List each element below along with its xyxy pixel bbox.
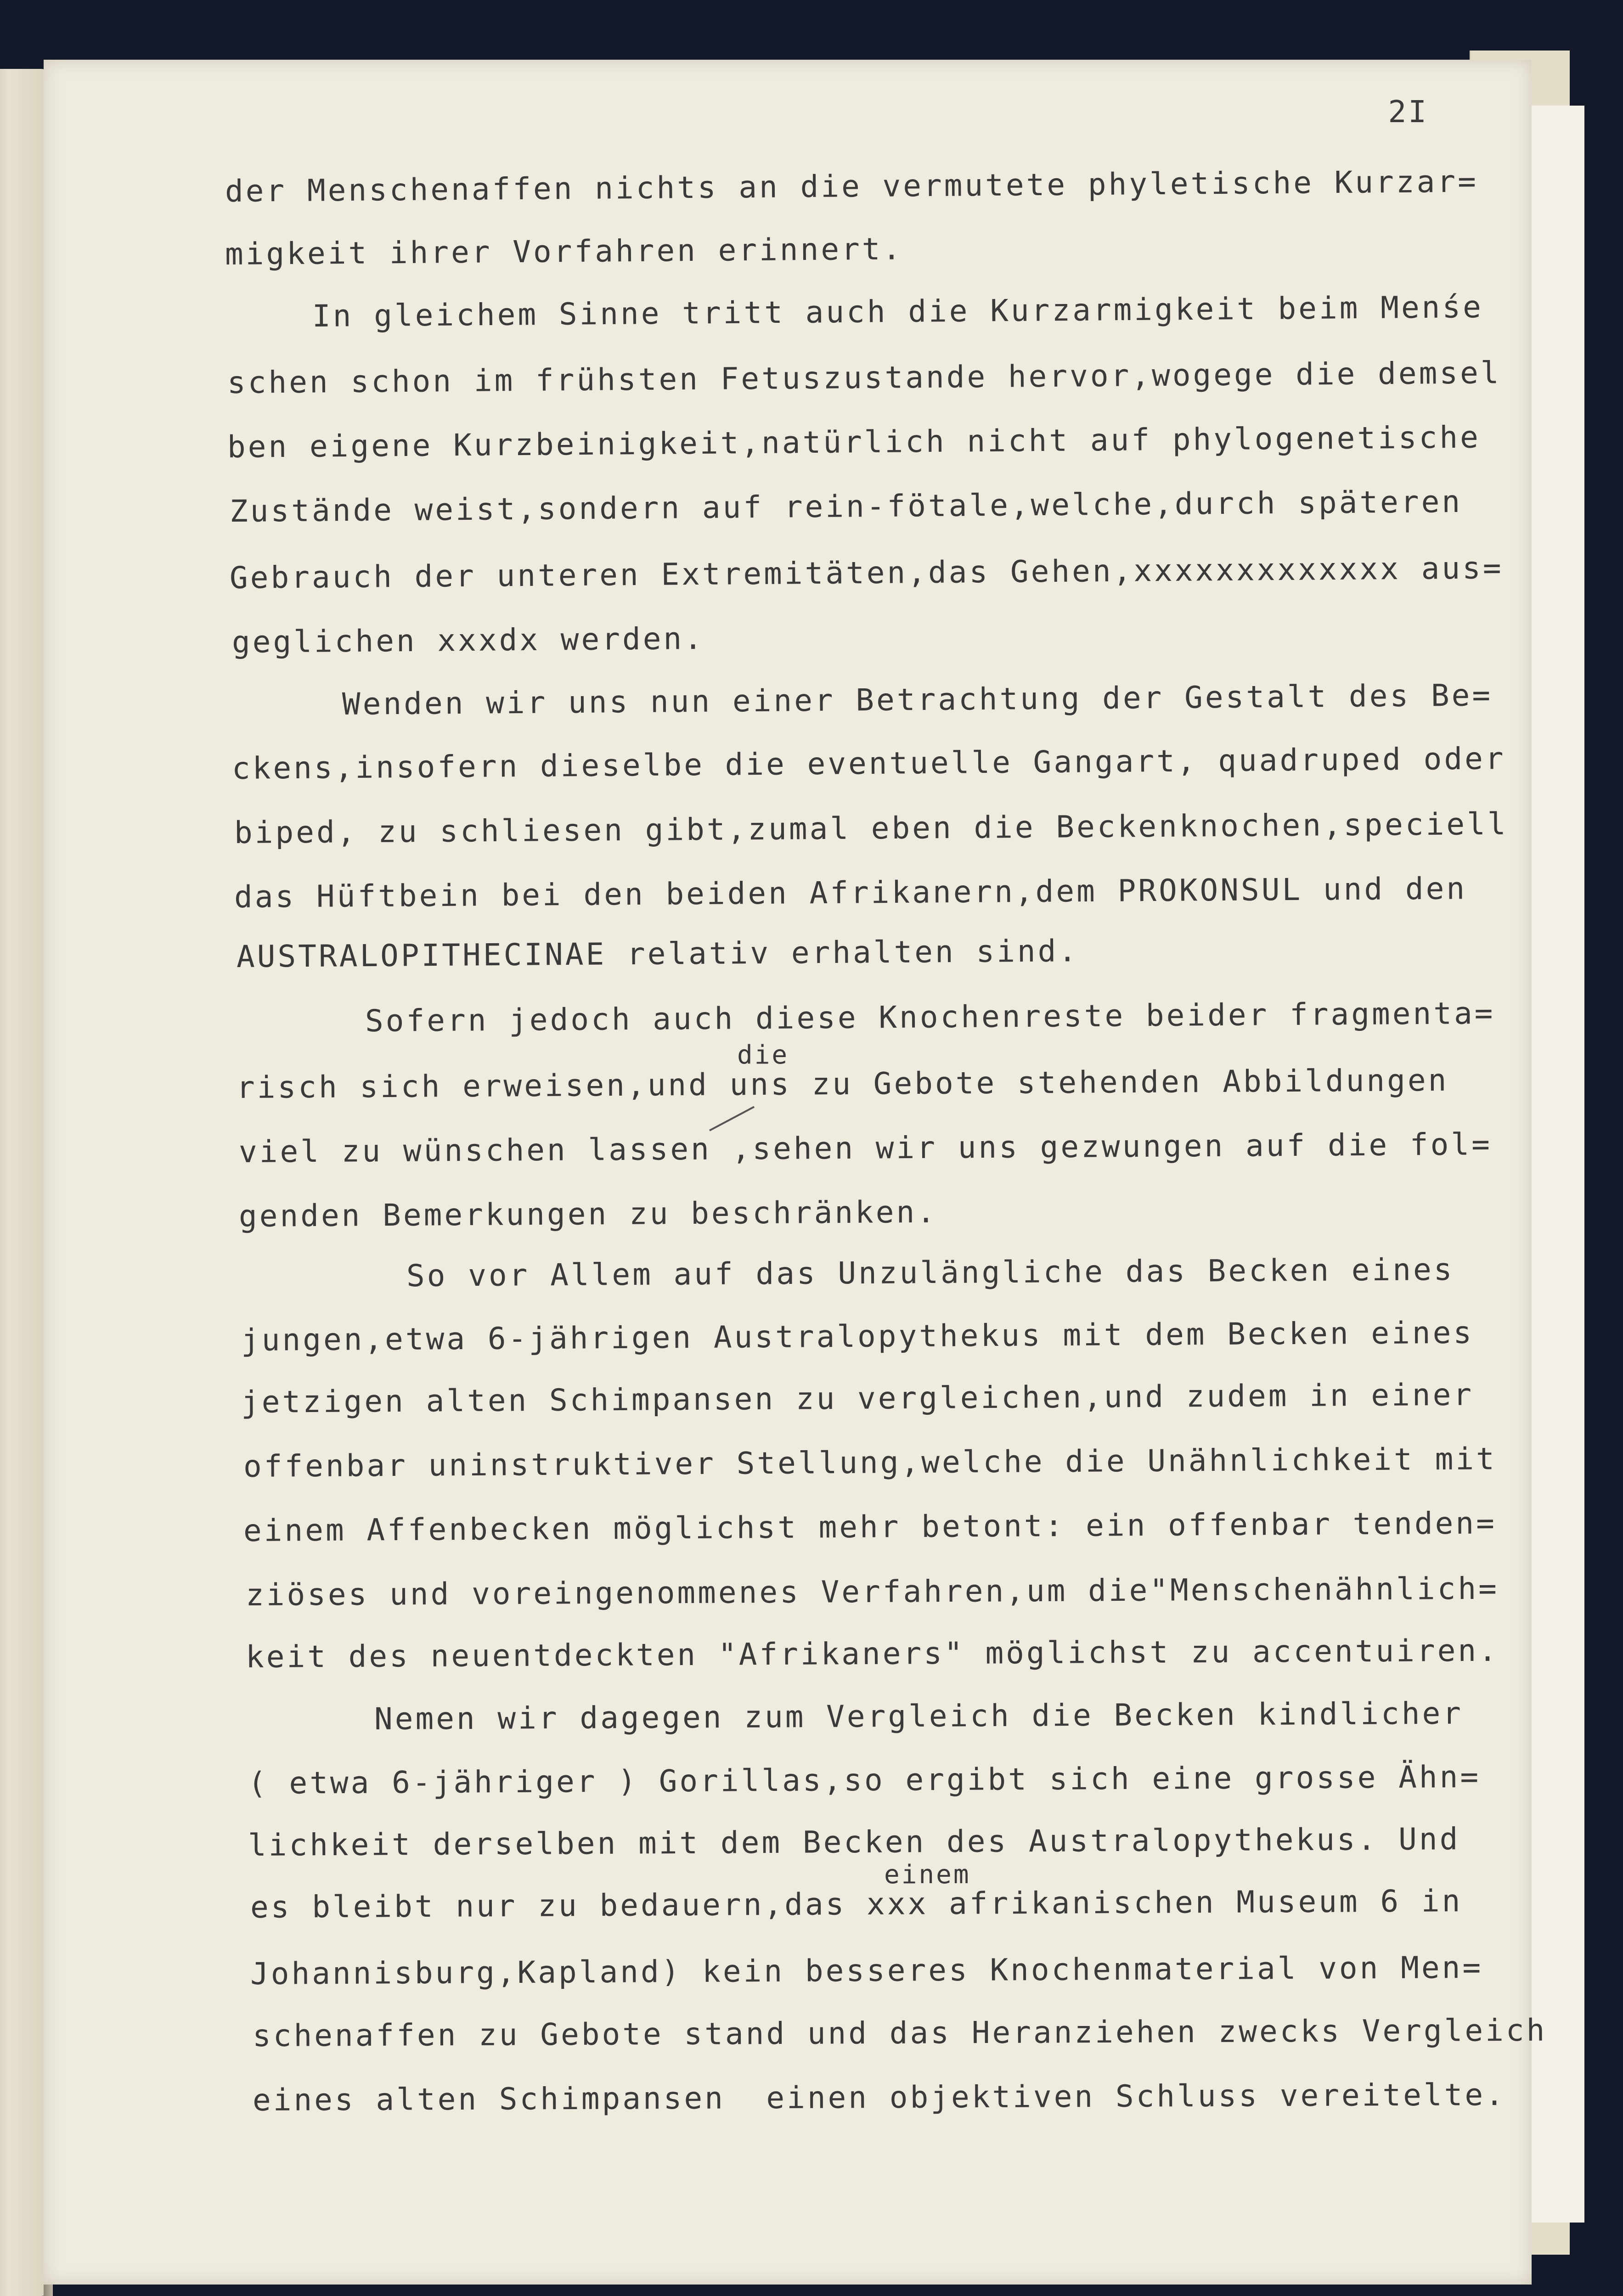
text-line: ( etwa 6-jähriger ) Gorillas,so ergibt sich eine grosse Ähn= bbox=[248, 1759, 1481, 1801]
text-line: keit des neuentdeckten "Afrikaners" möglichst zu accentuiren. bbox=[245, 1632, 1499, 1675]
text-line: ckens,insofern dieselbe die eventuelle Gangart, quadruped oder bbox=[231, 741, 1506, 786]
text-line: geglichen xxxdx werden. bbox=[231, 620, 705, 660]
text-line: eines alten Schimpansen einen objektiven Schluss vereitelte. bbox=[252, 2077, 1506, 2118]
text-line: jetzigen alten Schimpansen zu vergleichen,und zudem in einer bbox=[241, 1377, 1474, 1420]
text-line: So vor Allem auf das Unzulängliche das Becken eines bbox=[406, 1252, 1454, 1294]
insertion-die: die bbox=[737, 1040, 789, 1070]
text-line: AUSTRALOPITHECINAE relativ erhalten sind. bbox=[236, 933, 1079, 974]
text-line: genden Bemerkungen zu beschränken. bbox=[238, 1194, 938, 1234]
text-line: biped, zu schliesen gibt,zumal eben die Beckenknochen,speciell bbox=[234, 806, 1508, 850]
text-line: In gleichem Sinne tritt auch die Kurzarmigkeit beim Menśe bbox=[312, 289, 1484, 334]
text-line: lichkeit derselben mit dem Becken des Australopythekus. Und bbox=[248, 1821, 1460, 1863]
text-line: migkeit ihrer Vorfahren erinnert. bbox=[225, 231, 903, 272]
text-line: Wenden wir uns nun einer Betrachtung der Gestalt des Be= bbox=[342, 677, 1493, 722]
insertion-einem: einem bbox=[884, 1860, 971, 1890]
text-line: der Menschenaffen nichts an die vermutete phyletische Kurzar= bbox=[225, 163, 1479, 209]
text-line: Sofern jedoch auch diese Knochenreste beider fragmenta= bbox=[365, 995, 1495, 1039]
text-line: Zustände weist,sondern auf rein-fötale,welche,durch späteren bbox=[229, 484, 1463, 529]
text-line: es bleibt nur zu bedauern,das xxx afrikanischen Museum 6 in bbox=[250, 1883, 1463, 1925]
text-line: Nemen wir dagegen zum Vergleich die Becken kindlicher bbox=[374, 1695, 1464, 1737]
text-line: einem Affenbecken möglichst mehr betont: ein offenbar tenden= bbox=[243, 1505, 1497, 1548]
text-line: risch sich erweisen,und uns zu Gebote stehenden Abbildungen bbox=[236, 1062, 1449, 1105]
text-line: Gebrauch der unteren Extremitäten,das Gehen,xxxxxxxxxxxxx aus= bbox=[229, 550, 1504, 596]
text-line: offenbar uninstruktiver Stellung,welche die Unähnlichkeit mit bbox=[243, 1441, 1497, 1484]
text-line: ziöses und voreingenommenes Verfahren,um die"Menschenähnlich= bbox=[245, 1570, 1499, 1613]
text-line: ben eigene Kurzbeinigkeit,natürlich nicht auf phylogenetische bbox=[227, 419, 1481, 465]
text-line: Johannisburg,Kapland) kein besseres Knochenmaterial von Men= bbox=[250, 1949, 1483, 1992]
text-line: jungen,etwa 6-jährigen Australopythekus mit dem Becken eines bbox=[241, 1315, 1474, 1358]
facing-page-edge bbox=[0, 69, 51, 2296]
typescript-page bbox=[44, 60, 1547, 2285]
text-line: viel zu wünschen lassen ,sehen wir uns gezwungen auf die fol= bbox=[238, 1126, 1493, 1170]
text-line: schenaffen zu Gebote stand und das Heranziehen zwecks Vergleich bbox=[252, 2012, 1547, 2054]
text-line: das Hüftbein bei den beiden Afrikanern,dem PROKONSUL und den bbox=[234, 871, 1467, 915]
page-number: 2I bbox=[1388, 94, 1428, 129]
text-line: schen schon im frühsten Fetuszustande hervor,wogege die demsel bbox=[227, 355, 1501, 400]
